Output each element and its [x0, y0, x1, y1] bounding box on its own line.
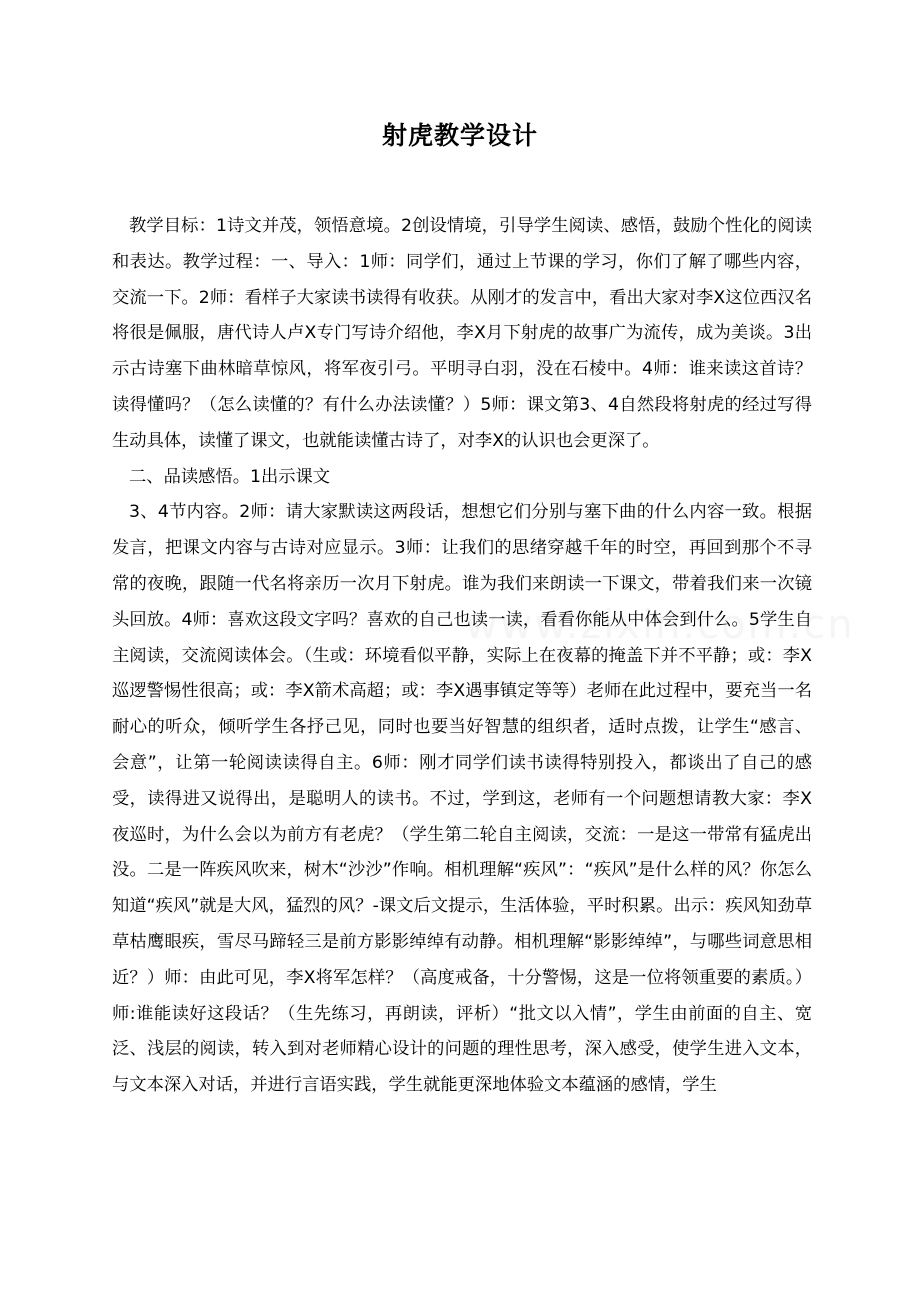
document-body: [112, 209, 812, 1104]
paragraph-reading-activities: 3、4节内容。2师：请大家默读这两段话，想想它们分别与塞下曲的什么内容一致。根据发言，把课文内容与古诗对应显示。3师：让我们的思绪穿越千年的时空，再回到那个不寻常的夜晚，跟随一代名将亲历一次月下射虎。谁为我们来朗读一下课文，带着我们来一次镜头回放。4师：喜欢这段文字吗？喜欢的自己也读一读，看看你能从中体会到什么。5学生自主阅读，交流阅读体会。（生或：环境看似平静，实际上在夜幕的掩盖下并不平静；或：李X巡逻警惕性很高；或：李X箭术高超；或：李X遇事镇定等等）老师在此过程中，要充当一名耐心的听众，倾听学生各抒己见，同时也要当好智慧的组织者，适时点拨，让学生“感言、会意”，让第一轮阅读读得自主。6师：刚才同学们读书读得特别投入，都谈出了自己的感受，读得进又说得出，是聪明人的读书。不过，学到这，老师有一个问题想请教大家：李X夜巡时，为什么会以为前方有老虎？（学生第二轮自主阅读，交流：一是这一带常有猛虎出没。二是一阵疾风吹来，树木“沙沙”作响。相机理解“疾风”：“疾风”是什么样的风？你怎么知道“疾风”就是大风，猛烈的风？-课文后文提示，生活体验，平时积累。出示：疾风知劲草草枯鹰眼疾，雪尽马蹄轻三是前方影影绰绰有动静。相机理解“影影绰绰”，与哪些词意思相近？）师：由此可见，李X将军怎样？（高度戒备，十分警惕，这是一位将领重要的素质。）师:谁能读好这段话？（生先练习，再朗读，评析）“批文以入情”，学生由前面的自主、宽泛、浅层的阅读，转入到对老师精心设计的问题的理性思考，深入感受，使学生进入文本，与文本深入对话，并进行言语实践，学生就能更深地体验文本蕴涵的感情，学生: [112, 502, 812, 1096]
paragraph-objectives-and-intro: 教学目标：1诗文并茂，领悟意境。2创设情境，引导学生阅读、感悟，鼓励个性化的阅读和表达。教学过程：一、导入：1师：同学们，通过上节课的学习，你们了解了哪些内容，交流一下。2师：看样子大家读书读得有收获。从刚才的发言中，看出大家对李X这位西汉名将很是佩服，唐代诗人卢X专门写诗介绍他，李X月下射虎的故事广为流传，成为美谈。3出示古诗塞下曲林暗草惊风，将军夜引弓。平明寻白羽，没在石棱中。4师：谁来读这首诗？读得懂吗？（怎么读懂的？有什么办法读懂？）5师：课文第3、4自然段将射虎的经过写得生动具体，读懂了课文，也就能读懂古诗了，对李X的认识也会更深了。: [112, 216, 812, 451]
document-title: 射虎教学设计: [381, 121, 538, 150]
paragraph-section-heading: 二、品读感悟。1出示课文: [129, 466, 331, 487]
